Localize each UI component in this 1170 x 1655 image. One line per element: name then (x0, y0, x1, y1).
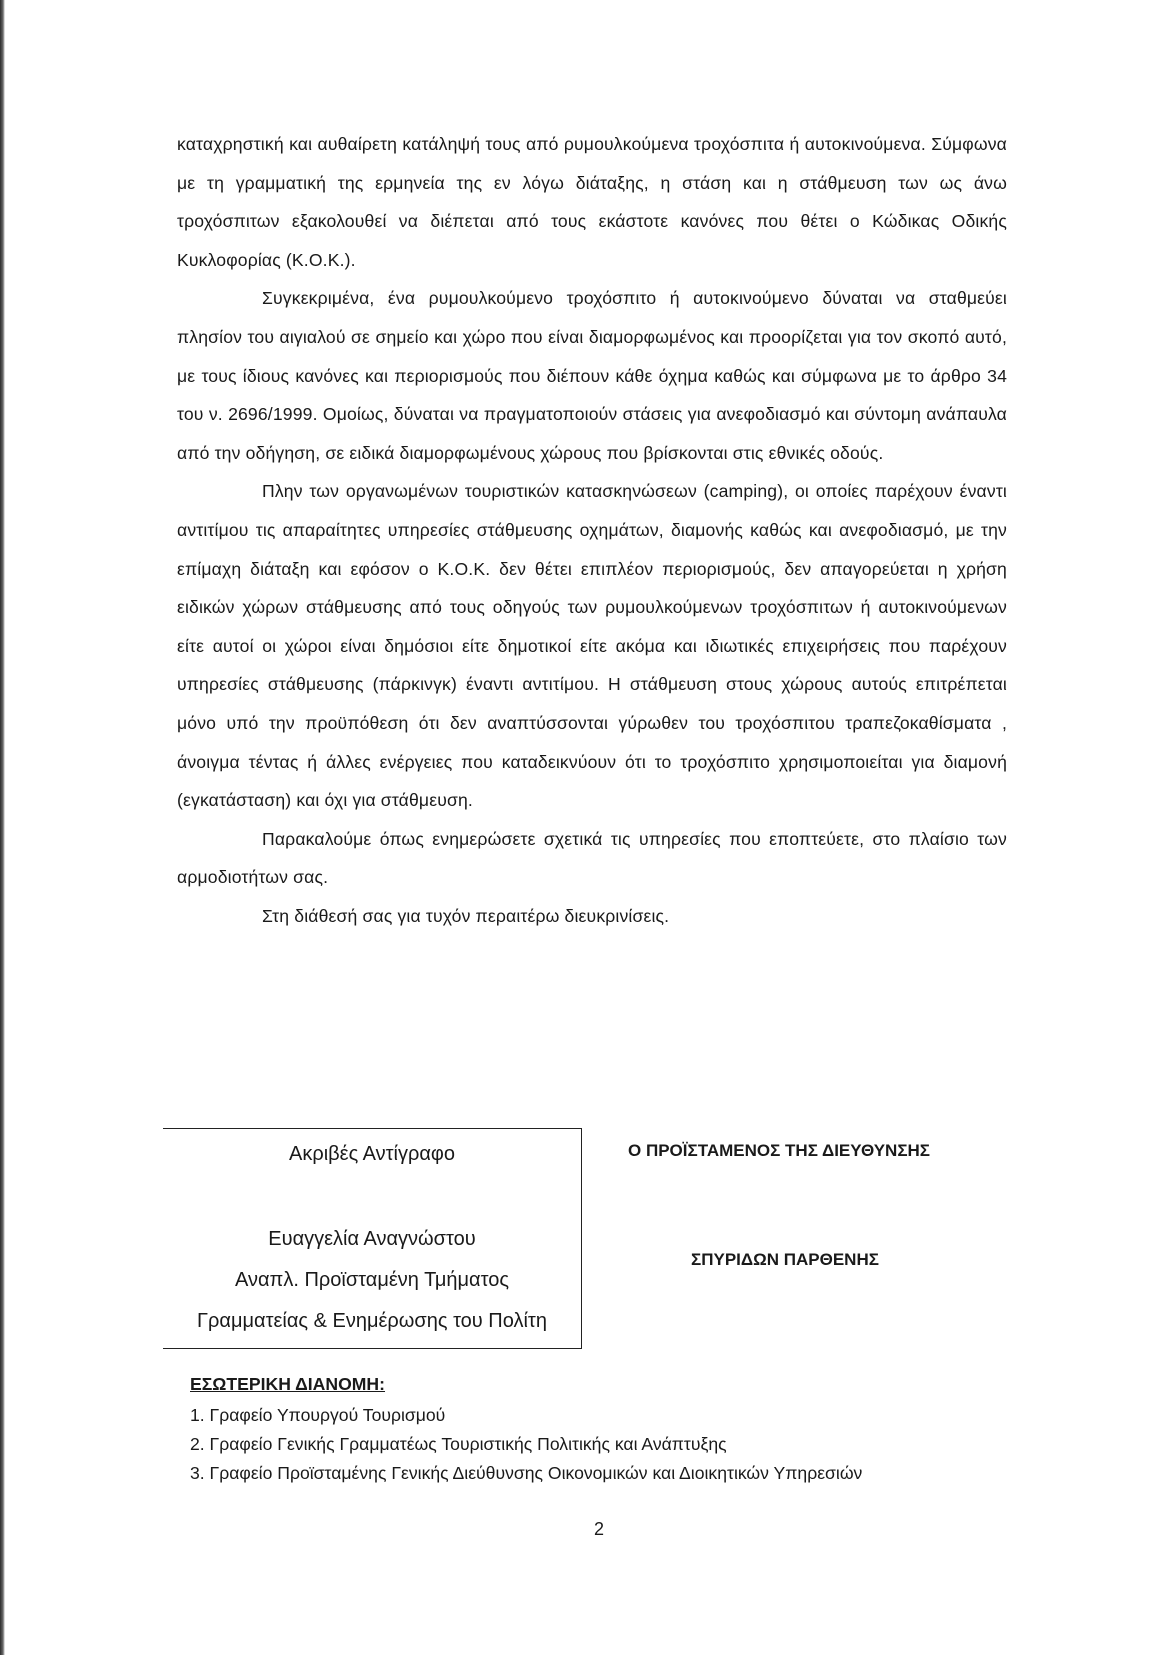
paragraph-3: Πλην των οργανωμένων τουριστικών κατασκηνώσεων (camping), οι οποίες παρέχουν έναντι αντιτίμου τις απαραίτητες υπηρεσίες στάθμευσης οχημάτων, διαμονής καθώς και ανεφοδιασμό, με την επίμαχη διάταξη και εφόσον ο Κ.Ο.Κ. δεν θέτει επιπλέον περιορισμούς, δεν απαγορεύεται η χρήση ειδικών χώρων στάθμευσης από τους οδηγούς των ρυμουλκούμενων τροχόσπιτων ή αυτοκινούμενων είτε αυτοί οι χώροι είναι δημόσιοι είτε δημοτικοί είτε ακόμα και ιδιωτικές επιχειρήσεις που παρέχουν υπηρεσίες στάθμευσης (πάρκινγκ) έναντι αντιτίμου. Η στάθμευση στους χώρους αυτούς επιτρέπεται μόνο υπό την προϋπόθεση ότι δεν αναπτύσσονται γύρωθεν του τροχόσπιτου τραπεζοκαθίσματα , άνοιγμα τέντας ή άλλες ενέργειες που καταδεικνύουν ότι το τροχόσπιτο χρησιμοποιείται για διαμονή (εγκατάσταση) και όχι για στάθμευση. (177, 481, 1007, 811)
certifier-department: Γραμματείας & Ενημέρωσης του Πολίτη (197, 1310, 547, 1332)
certified-copy-box (163, 1128, 582, 1349)
letter-body (177, 125, 1007, 935)
distribution-item: 2. Γραφείο Γενικής Γραμματέως Τουριστικής Πολιτικής και Ανάπτυξης (190, 1434, 727, 1454)
signatory-title: Ο ΠΡΟΪΣΤΑΜΕΝΟΣ ΤΗΣ ΔΙΕΥΘΥΝΣΗΣ (628, 1141, 931, 1160)
paragraph-1: καταχρηστική και αυθαίρετη κατάληψή τους από ρυμουλκούμενα τροχόσπιτα ή αυτοκινούμενα. Σύμφωνα με τη γραμματική της ερμηνεία της εν λόγω διάταξης, η στάση και η στάθμευση των ως άνω τροχόσπιτων εξακολουθεί να διέπεται από τους εκάστοτε κανόνες που θέτει ο Κώδικας Οδικής Κυκλοφορίας (Κ.Ο.Κ.). (177, 134, 1007, 270)
certifier-role: Αναπλ. Προϊσταμένη Τμήματος (235, 1269, 509, 1291)
distribution-item: 3. Γραφείο Προϊσταμένης Γενικής Διεύθυνσης Οικονομικών και Διοικητικών Υπηρεσιών (190, 1463, 863, 1483)
certifier-name: Ευαγγελία Αναγνώστου (268, 1228, 476, 1250)
scan-edge (0, 0, 5, 1655)
paragraph-5: Στη διάθεσή σας για τυχόν περαιτέρω διευκρινίσεις. (262, 905, 670, 926)
internal-distribution (190, 1374, 862, 1488)
signatory-name: ΣΠΥΡΙΔΩΝ ΠΑΡΘΕΝΗΣ (691, 1250, 879, 1269)
page-number: 2 (593, 1519, 604, 1539)
paragraph-4: Παρακαλούμε όπως ενημερώσετε σχετικά τις υπηρεσίες που εποπτεύετε, στο πλαίσιο των αρμοδιοτήτων σας. (177, 828, 1007, 888)
certified-copy-title: Ακριβές Αντίγραφο (288, 1143, 456, 1165)
paragraph-2: Συγκεκριμένα, ένα ρυμουλκούμενο τροχόσπιτο ή αυτοκινούμενο δύναται να σταθμεύει πλησίον του αιγιαλού σε σημείο και χώρο που είναι διαμορφωμένος και προορίζεται για τον σκοπό αυτό, με τους ίδιους κανόνες και περιορισμούς που διέπουν κάθε όχημα καθώς και σύμφωνα με το άρθρο 34 του ν. 2696/1999. Ομοίως, δύναται να πραγματοποιούν στάσεις για ανεφοδιασμό και σύντομη ανάπαυλα από την οδήγηση, σε ειδικά διαμορφωμένους χώρους που βρίσκονται στις εθνικές οδούς. (177, 288, 1007, 463)
distribution-title: ΕΣΩΤΕΡΙΚΗ ΔΙΑΝΟΜΗ: (190, 1374, 386, 1394)
distribution-item: 1. Γραφείο Υπουργού Τουρισμού (190, 1405, 446, 1425)
signature-area (163, 1128, 1013, 1348)
